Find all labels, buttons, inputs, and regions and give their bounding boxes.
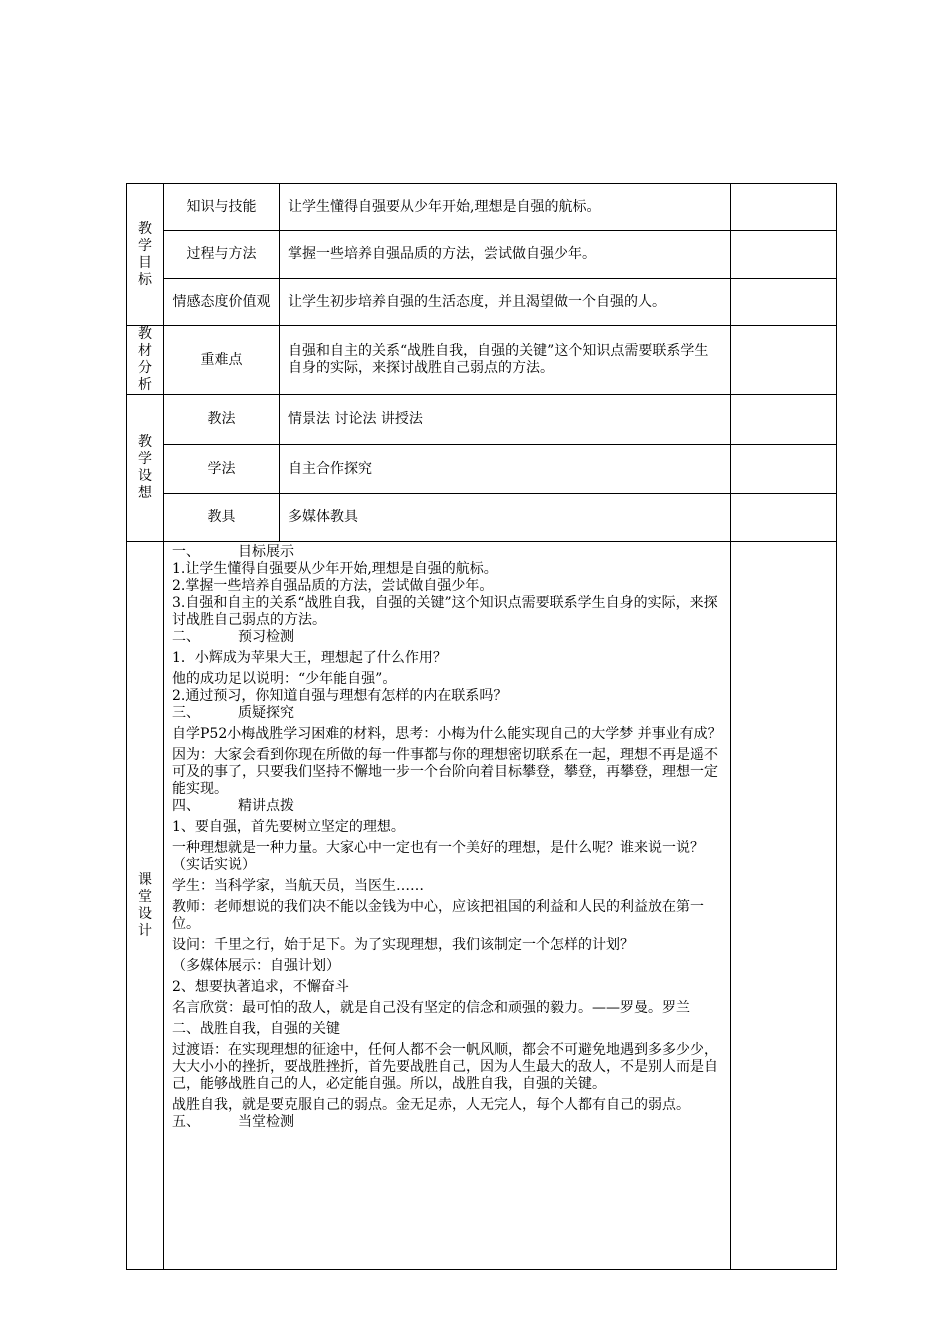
section-title: 预习检测 <box>238 629 294 645</box>
classroom-design-row <box>127 542 837 1270</box>
content-cell: 让学生初步培养自强的生活态度，并且渴望做一个自强的人。 <box>280 279 731 326</box>
section-heading <box>172 629 724 646</box>
table-row <box>127 445 837 494</box>
plan-paragraph: （多媒体展示：自强计划） <box>172 958 340 974</box>
category-char: 教 <box>138 220 152 237</box>
notes-cell <box>731 494 837 542</box>
category-char: 分 <box>138 360 152 376</box>
category-char: 设 <box>138 905 152 922</box>
section-number: 二、 <box>172 629 200 645</box>
table-row <box>127 326 837 395</box>
plan-paragraph: 一种理想就是一种力量。大家心中一定也有一个美好的理想，是什么呢？谁来说一说？（实话实说） <box>172 840 704 873</box>
category-char: 想 <box>138 485 152 501</box>
plan-paragraph: 1.让学生懂得自强要从少年开始,理想是自强的航标。 <box>172 561 498 577</box>
table-row <box>127 231 837 279</box>
plan-paragraph: 自学P52小梅战胜学习困难的材料，思考：小梅为什么能实现自己的大学梦 并事业有成？ <box>172 726 722 742</box>
section-number: 一、 <box>172 544 200 560</box>
table-row <box>127 395 837 445</box>
section-number: 四、 <box>172 798 200 814</box>
plan-paragraph: 战胜自我，就是要克服自己的弱点。金无足赤，人无完人，每个人都有自己的弱点。 <box>172 1097 690 1113</box>
sub-heading-cell: 重难点 <box>164 326 280 395</box>
plan-paragraph: 因为：大家会看到你现在所做的每一件事都与你的理想密切联系在一起，理想不再是遥不可及的事了，只要我们坚持不懈地一步一个台阶向着目标攀登，攀登，再攀登，理想一定能实现。 <box>172 747 718 797</box>
plan-paragraph: 名言欣赏：最可怕的敌人，就是自己没有坚定的信念和顽强的毅力。——罗曼。罗兰 <box>172 1000 690 1016</box>
section-heading <box>172 705 724 722</box>
category-char: 教 <box>138 434 152 450</box>
category-cell <box>127 395 164 542</box>
category-char: 堂 <box>138 888 152 905</box>
plan-paragraph: 过渡语：在实现理想的征途中，任何人都不会一帆风顺，都会不可避免地遇到多多少少，大大小小的挫折，要战胜挫折，首先要战胜自己，因为人生最大的敌人，不是别人而是自己，能够战胜自己的人，必定能自强。所以，战胜自我，自强的关键。 <box>172 1042 718 1092</box>
content-cell: 多媒体教具 <box>280 494 731 542</box>
section-number: 三、 <box>172 705 200 721</box>
table-row <box>127 279 837 326</box>
category-char: 学 <box>138 237 152 254</box>
section-title: 目标展示 <box>238 544 294 560</box>
plan-paragraph: 1．小辉成为苹果大王，理想起了什么作用？ <box>172 650 447 666</box>
content-cell: 自强和自主的关系“战胜自我，自强的关键”这个知识点需要联系学生自身的实际，来探讨战胜自己弱点的方法。 <box>280 326 731 395</box>
plan-paragraph: 2.通过预习，你知道自强与理想有怎样的内在联系吗？ <box>172 688 508 704</box>
plan-paragraph: 2.掌握一些培养自强品质的方法，尝试做自强少年。 <box>172 578 494 594</box>
plan-paragraph: 2、想要执著追求，不懈奋斗 <box>172 979 349 995</box>
sub-heading-cell: 教法 <box>164 395 280 445</box>
category-char: 析 <box>138 377 152 393</box>
classroom-design-content <box>164 542 731 1270</box>
content-cell: 自主合作探究 <box>280 445 731 494</box>
section-heading <box>172 1114 724 1131</box>
table-row <box>127 494 837 542</box>
category-char: 材 <box>138 343 152 359</box>
category-char: 计 <box>138 922 152 939</box>
content-cell: 让学生懂得自强要从少年开始,理想是自强的航标。 <box>280 184 731 231</box>
plan-paragraph: 设问：千里之行，始于足下。为了实现理想，我们该制定一个怎样的计划？ <box>172 937 634 953</box>
notes-cell <box>731 445 837 494</box>
category-char: 标 <box>138 271 152 288</box>
plan-paragraph: 他的成功足以说明：“少年能自强”。 <box>172 671 397 687</box>
notes-cell <box>731 279 837 326</box>
plan-paragraph: 二、战胜自我，自强的关键 <box>172 1021 340 1037</box>
notes-cell <box>731 542 837 1270</box>
table-row <box>127 184 837 231</box>
category-char: 课 <box>138 871 152 888</box>
category-cell <box>127 326 164 395</box>
sub-heading-cell: 过程与方法 <box>164 231 280 279</box>
sub-heading-cell: 教具 <box>164 494 280 542</box>
category-cell <box>127 184 164 326</box>
section-title: 当堂检测 <box>238 1114 294 1130</box>
notes-cell <box>731 395 837 445</box>
sub-heading-cell: 知识与技能 <box>164 184 280 231</box>
plan-paragraph: 学生：当科学家，当航天员，当医生…… <box>172 878 424 894</box>
section-title: 精讲点拨 <box>238 798 294 814</box>
plan-paragraph: 3.自强和自主的关系“战胜自我，自强的关键”这个知识点需要联系学生自身的实际，来探讨战胜自己弱点的方法。 <box>172 595 718 628</box>
category-cell <box>127 542 164 1270</box>
category-char: 学 <box>138 451 152 467</box>
notes-cell <box>731 231 837 279</box>
category-char: 目 <box>138 254 152 271</box>
notes-cell <box>731 326 837 395</box>
sub-heading-cell: 学法 <box>164 445 280 494</box>
category-char: 设 <box>138 468 152 484</box>
sub-heading-cell: 情感态度价值观 <box>164 279 280 326</box>
section-heading <box>172 544 724 561</box>
section-number: 五、 <box>172 1114 200 1130</box>
content-cell: 掌握一些培养自强品质的方法，尝试做自强少年。 <box>280 231 731 279</box>
section-heading <box>172 798 724 815</box>
plan-paragraph: 1、要自强，首先要树立坚定的理想。 <box>172 819 405 835</box>
category-char: 教 <box>138 326 152 342</box>
plan-paragraph: 教师：老师想说的我们决不能以金钱为中心，应该把祖国的利益和人民的利益放在第一位。 <box>172 899 704 932</box>
section-title: 质疑探究 <box>238 705 294 721</box>
content-cell: 情景法 讨论法 讲授法 <box>280 395 731 445</box>
lesson-plan-table <box>126 183 837 1270</box>
notes-cell <box>731 184 837 231</box>
